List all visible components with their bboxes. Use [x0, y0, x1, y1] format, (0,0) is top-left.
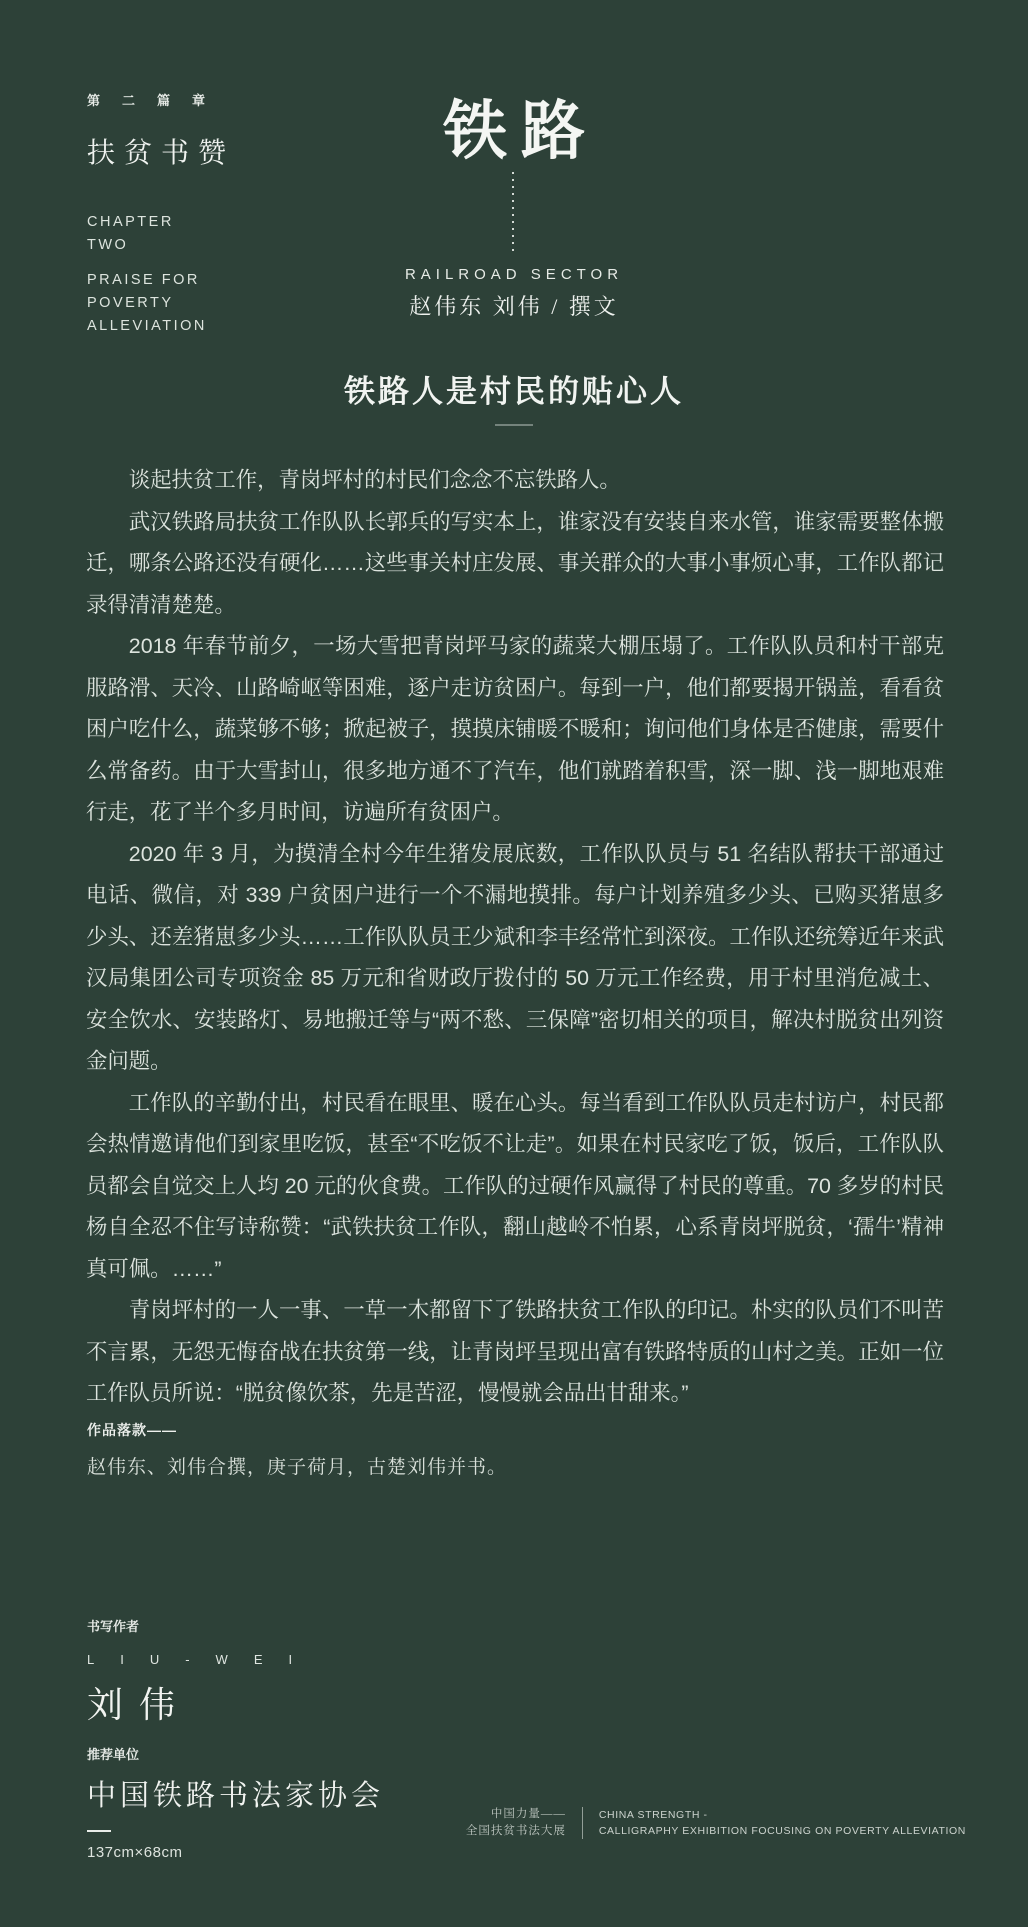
article-authors: 赵伟东 刘伟 / 撰文: [409, 294, 619, 319]
chapter-en-line: CHAPTER: [87, 214, 174, 230]
colophon-text: 赵伟东、刘伟合撰，庚子荷月，古楚刘伟并书。: [87, 1457, 508, 1478]
recommender-name: 中国铁路书法家协会: [87, 1780, 385, 1812]
sector-title: 铁路: [443, 96, 599, 167]
recommender-dash: [87, 1830, 111, 1832]
chapter-number: 第二篇章: [87, 93, 228, 108]
article-paragraph: 青岗坪村的一人一事、一草一木都留下了铁路扶贫工作队的印记。朴实的队员们不叫苦不言累，无怨无悔奋战在扶贫第一线，让青岗坪呈现出富有铁路特质的山村之美。正如一位工作队员所说：“脱贫像饮茶，先是苦涩，慢慢就会品出甘甜来。”: [86, 1298, 944, 1405]
footer-cn-line: 全国扶贫书法大展: [465, 1825, 566, 1837]
footer-cn-line: 中国力量——: [490, 1808, 566, 1820]
chapter-en-line: TWO: [87, 237, 129, 253]
calligrapher-name-english: LIU-WEI: [87, 1652, 319, 1667]
colophon-label: 作品落款——: [87, 1422, 177, 1438]
article-paragraph: 武汉铁路局扶贫工作队队长郭兵的写实本上，谁家没有安装自来水管，谁家需要整体搬迁，哪条公路还没有硬化……这些事关村庄发展、事关群众的大事小事烦心事，工作队都记录得清清楚楚。: [86, 509, 944, 617]
chapter-en-line: PRAISE FOR: [87, 272, 200, 288]
article-paragraph: 谈起扶贫工作，青岗坪村的村民们念念不忘铁路人。: [128, 468, 621, 492]
vertical-dotted-divider: [512, 172, 514, 252]
footer-en-line: CHINA STRENGTH -: [598, 1809, 708, 1821]
footer-english: [599, 1807, 966, 1839]
article-paragraph: 工作队的辛勤付出，村民看在眼里、暖在心头。每当看到工作队队员走村访户，村民都会热情邀请他们到家里吃饭，甚至“不吃饭不让走”。如果在村民家吃了饭，饭后，工作队队员都会自觉交上人均 20 元的伙食费。工作队的过硬作风赢得了村民的尊重。70 多岁的村民杨自全忍不住写诗称赞：“武铁扶贫工作队，翻山越岭不怕累，心系青岗坪脱贫，‘孺牛’精神真可佩。……”: [86, 1090, 944, 1281]
article-paragraph: 2018 年春节前夕，一场大雪把青岗坪马家的蔬菜大棚压塌了。工作队队员和村干部克服路滑、天冷、山路崎岖等困难，逐户走访贫困户。每到一户，他们都要揭开锅盖，看看贫困户吃什么，蔬菜够不够；掀起被子，摸摸床铺暖不暖和；询问他们身体是否健康，需要什么常备药。由于大雪封山，很多地方通不了汽车，他们就踏着积雪，深一脚、浅一脚地艰难行走，花了半个多月时间，访遍所有贫困户。: [86, 634, 944, 824]
sector-title-english: RAILROAD SECTOR: [404, 266, 624, 283]
recommender-label: 推荐单位: [87, 1747, 140, 1762]
chapter-en-line: POVERTY: [87, 295, 174, 311]
recommender-block: [87, 1744, 384, 1861]
chapter-en-line: ALLEVIATION: [87, 318, 207, 334]
article-paragraph: 2020 年 3 月，为摸清全村今年生猪发展底数，工作队队员与 51 名结队帮扶干部通过电话、微信，对 339 户贫困户进行一个不漏地摸排。每户计划养殖多少头、已购买猪崽多少头、还差猪崽多少头……工作队队员王少斌和李丰经常忙到深夜。工作队还统筹近年来武汉局集团公司专项资金 85 万元和省财政厅拨付的 50 万元工作经费，用于村里消危减土、安全饮水、安装路灯、易地搬迁等与“两不愁、三保障”密切相关的项目，解决村脱贫出列资金问题。: [86, 841, 944, 1073]
footer-en-line: CALLIGRAPHY EXHIBITION FOCUSING ON POVERTY ALLEVIATION: [598, 1825, 966, 1837]
title-underline-dash: [495, 424, 533, 426]
calligrapher-block: [87, 1616, 318, 1728]
article-title: 铁路人是村民的贴心人: [344, 374, 684, 409]
exhibition-footer: [466, 1806, 966, 1840]
chapter-title: 扶贫书赞: [87, 138, 236, 169]
colophon-block: [87, 1420, 507, 1479]
article-body: [86, 460, 944, 1415]
calligrapher-name: 刘伟: [87, 1685, 192, 1725]
footer-chinese: [466, 1806, 566, 1840]
footer-vertical-divider: [582, 1807, 583, 1839]
artwork-size: 137cm×68cm: [87, 1844, 183, 1861]
calligrapher-label: 书写作者: [87, 1619, 140, 1634]
